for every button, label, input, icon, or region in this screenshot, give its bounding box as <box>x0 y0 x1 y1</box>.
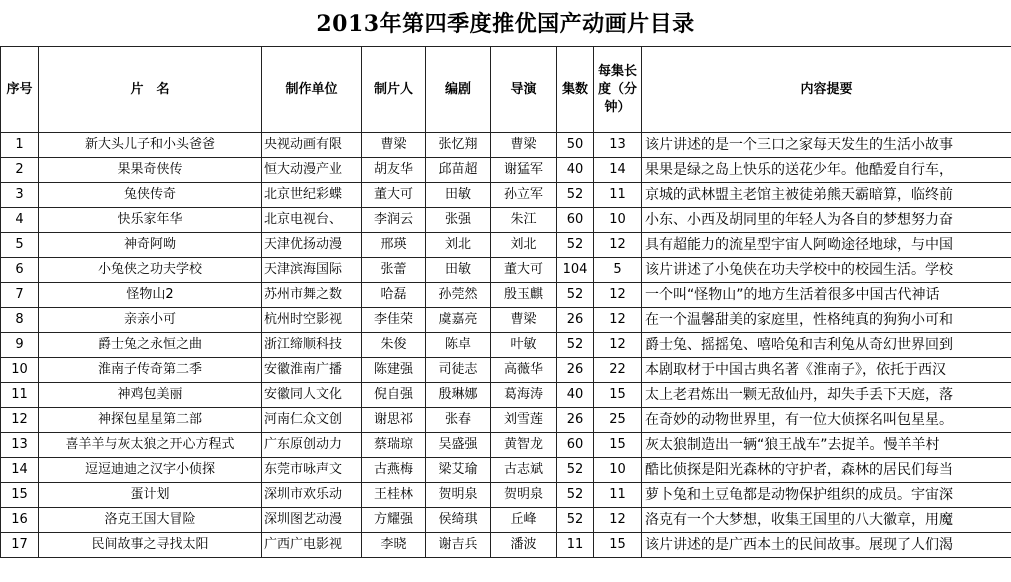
cell-studio: 安徽淮南广播 <box>262 358 362 383</box>
cell-episodes: 52 <box>557 283 594 308</box>
catalog-table <box>0 46 1011 558</box>
cell-studio: 广东原创动力 <box>262 433 362 458</box>
cell-length: 11 <box>594 483 642 508</box>
cell-director: 叶敏 <box>491 333 557 358</box>
table-row <box>1 408 1011 433</box>
cell-no: 8 <box>1 308 39 333</box>
cell-writer: 谢吉兵 <box>426 533 491 558</box>
cell-writer: 吴盛强 <box>426 433 491 458</box>
cell-summary: 小东、小西及胡同里的年轻人为各自的梦想努力奋 <box>642 208 1011 233</box>
cell-name: 神鸡包美丽 <box>39 383 262 408</box>
header-director: 导演 <box>491 47 557 133</box>
cell-writer: 张强 <box>426 208 491 233</box>
cell-episodes: 60 <box>557 208 594 233</box>
table-row <box>1 483 1011 508</box>
cell-name: 快乐家年华 <box>39 208 262 233</box>
table-row <box>1 358 1011 383</box>
cell-producer: 王桂林 <box>362 483 426 508</box>
cell-episodes: 52 <box>557 233 594 258</box>
cell-studio: 恒大动漫产业 <box>262 158 362 183</box>
cell-length: 13 <box>594 133 642 158</box>
cell-writer: 张忆翔 <box>426 133 491 158</box>
cell-summary: 该片讲述的是一个三口之家每天发生的生活小故事 <box>642 133 1011 158</box>
cell-name: 淮南子传奇第二季 <box>39 358 262 383</box>
cell-writer: 梁艾瑜 <box>426 458 491 483</box>
cell-director: 刘北 <box>491 233 557 258</box>
cell-director: 孙立军 <box>491 183 557 208</box>
cell-no: 11 <box>1 383 39 408</box>
cell-no: 7 <box>1 283 39 308</box>
cell-no: 5 <box>1 233 39 258</box>
cell-producer: 胡友华 <box>362 158 426 183</box>
cell-producer: 哈磊 <box>362 283 426 308</box>
cell-length: 15 <box>594 533 642 558</box>
cell-episodes: 104 <box>557 258 594 283</box>
cell-director: 古志斌 <box>491 458 557 483</box>
cell-producer: 朱俊 <box>362 333 426 358</box>
cell-writer: 田敏 <box>426 183 491 208</box>
cell-name: 民间故事之寻找太阳 <box>39 533 262 558</box>
cell-producer: 李润云 <box>362 208 426 233</box>
header-row <box>1 47 1011 133</box>
cell-director: 高薇华 <box>491 358 557 383</box>
cell-director: 曹梁 <box>491 133 557 158</box>
cell-director: 丘峰 <box>491 508 557 533</box>
header-name: 片 名 <box>39 47 262 133</box>
cell-writer: 孙莞然 <box>426 283 491 308</box>
cell-studio: 广西广电影视 <box>262 533 362 558</box>
cell-length: 12 <box>594 308 642 333</box>
cell-length: 14 <box>594 158 642 183</box>
cell-studio: 东莞市咏声文 <box>262 458 362 483</box>
cell-director: 黄智龙 <box>491 433 557 458</box>
cell-episodes: 52 <box>557 333 594 358</box>
cell-summary: 一个叫“怪物山”的地方生活着很多中国古代神话 <box>642 283 1011 308</box>
cell-summary: 该片讲述了小兔侠在功夫学校中的校园生活。学校 <box>642 258 1011 283</box>
cell-name: 爵士兔之永恒之曲 <box>39 333 262 358</box>
header-length: 每集长度（分钟） <box>594 47 642 133</box>
table-row <box>1 533 1011 558</box>
cell-length: 15 <box>594 433 642 458</box>
cell-name: 喜羊羊与灰太狼之开心方程式 <box>39 433 262 458</box>
cell-director: 曹梁 <box>491 308 557 333</box>
cell-summary: 洛克有一个大梦想，收集王国里的八大徽章，用魔 <box>642 508 1011 533</box>
cell-name: 兔侠传奇 <box>39 183 262 208</box>
cell-length: 22 <box>594 358 642 383</box>
cell-name: 亲亲小可 <box>39 308 262 333</box>
cell-producer: 曹梁 <box>362 133 426 158</box>
cell-producer: 蔡瑞琼 <box>362 433 426 458</box>
cell-studio: 深圳市欢乐动 <box>262 483 362 508</box>
cell-summary: 灰太狼制造出一辆“狼王战车”去捉羊。慢羊羊村 <box>642 433 1011 458</box>
cell-writer: 虞嘉亮 <box>426 308 491 333</box>
cell-writer: 刘北 <box>426 233 491 258</box>
cell-producer: 陈建强 <box>362 358 426 383</box>
cell-name: 洛克王国大冒险 <box>39 508 262 533</box>
header-no: 序号 <box>1 47 39 133</box>
cell-no: 3 <box>1 183 39 208</box>
cell-director: 刘雪莲 <box>491 408 557 433</box>
cell-no: 1 <box>1 133 39 158</box>
cell-director: 谢猛军 <box>491 158 557 183</box>
cell-episodes: 60 <box>557 433 594 458</box>
cell-director: 董大可 <box>491 258 557 283</box>
header-summary: 内容提要 <box>642 47 1011 133</box>
cell-studio: 河南仁众文创 <box>262 408 362 433</box>
cell-producer: 古燕梅 <box>362 458 426 483</box>
cell-no: 4 <box>1 208 39 233</box>
cell-writer: 贺明泉 <box>426 483 491 508</box>
cell-length: 5 <box>594 258 642 283</box>
cell-no: 12 <box>1 408 39 433</box>
cell-summary: 萝卜兔和土豆龟都是动物保护组织的成员。宇宙深 <box>642 483 1011 508</box>
cell-director: 葛海涛 <box>491 383 557 408</box>
cell-name: 神奇阿呦 <box>39 233 262 258</box>
table-row <box>1 458 1011 483</box>
table-row <box>1 258 1011 283</box>
table-row <box>1 433 1011 458</box>
cell-episodes: 52 <box>557 183 594 208</box>
cell-episodes: 26 <box>557 308 594 333</box>
table-row <box>1 158 1011 183</box>
cell-length: 12 <box>594 233 642 258</box>
cell-length: 25 <box>594 408 642 433</box>
cell-summary: 在一个温馨甜美的家庭里，性格纯真的狗狗小可和 <box>642 308 1011 333</box>
table-row <box>1 283 1011 308</box>
cell-name: 神探包星星第二部 <box>39 408 262 433</box>
cell-writer: 邱苗超 <box>426 158 491 183</box>
cell-producer: 张蕾 <box>362 258 426 283</box>
cell-studio: 北京电视台、 <box>262 208 362 233</box>
page-title: 2013年第四季度推优国产动画片目录 <box>316 11 695 37</box>
cell-no: 16 <box>1 508 39 533</box>
cell-studio: 浙江缔顺科技 <box>262 333 362 358</box>
cell-name: 怪物山2 <box>39 283 262 308</box>
cell-summary: 爵士兔、摇摇兔、嘻哈兔和吉利兔从奇幻世界回到 <box>642 333 1011 358</box>
cell-name: 逗逗迪迪之汉字小侦探 <box>39 458 262 483</box>
cell-studio: 安徽同人文化 <box>262 383 362 408</box>
header-producer: 制片人 <box>362 47 426 133</box>
cell-length: 11 <box>594 183 642 208</box>
cell-summary: 在奇妙的动物世界里，有一位大侦探名叫包星星。 <box>642 408 1011 433</box>
cell-episodes: 26 <box>557 408 594 433</box>
cell-episodes: 52 <box>557 508 594 533</box>
cell-summary: 具有超能力的流星型宇宙人阿呦途径地球，与中国 <box>642 233 1011 258</box>
header-writer: 编剧 <box>426 47 491 133</box>
cell-summary: 本剧取材于中国古典名著《淮南子》，依托于西汉 <box>642 358 1011 383</box>
cell-producer: 董大可 <box>362 183 426 208</box>
cell-summary: 该片讲述的是广西本土的民间故事。展现了人们渴 <box>642 533 1011 558</box>
cell-name: 小兔侠之功夫学校 <box>39 258 262 283</box>
cell-no: 13 <box>1 433 39 458</box>
cell-producer: 倪自强 <box>362 383 426 408</box>
table-row <box>1 233 1011 258</box>
cell-producer: 方耀强 <box>362 508 426 533</box>
cell-no: 2 <box>1 158 39 183</box>
cell-producer: 李晓 <box>362 533 426 558</box>
cell-writer: 陈卓 <box>426 333 491 358</box>
cell-director: 潘波 <box>491 533 557 558</box>
cell-episodes: 52 <box>557 458 594 483</box>
cell-length: 15 <box>594 383 642 408</box>
cell-no: 6 <box>1 258 39 283</box>
cell-producer: 邢瑛 <box>362 233 426 258</box>
cell-studio: 天津滨海国际 <box>262 258 362 283</box>
cell-length: 12 <box>594 283 642 308</box>
cell-studio: 苏州市舞之数 <box>262 283 362 308</box>
cell-name: 果果奇侠传 <box>39 158 262 183</box>
cell-length: 12 <box>594 333 642 358</box>
cell-studio: 天津优扬动漫 <box>262 233 362 258</box>
table-row <box>1 333 1011 358</box>
table-row <box>1 208 1011 233</box>
cell-director: 朱江 <box>491 208 557 233</box>
cell-studio: 央视动画有限 <box>262 133 362 158</box>
cell-studio: 北京世纪彩蝶 <box>262 183 362 208</box>
cell-studio: 杭州时空影视 <box>262 308 362 333</box>
cell-no: 17 <box>1 533 39 558</box>
cell-summary: 京城的武林盟主老馆主被徒弟熊天霸暗算，临终前 <box>642 183 1011 208</box>
cell-writer: 张春 <box>426 408 491 433</box>
cell-episodes: 40 <box>557 383 594 408</box>
cell-episodes: 40 <box>557 158 594 183</box>
header-studio: 制作单位 <box>262 47 362 133</box>
cell-episodes: 52 <box>557 483 594 508</box>
cell-name: 蛋计划 <box>39 483 262 508</box>
cell-studio: 深圳图艺动漫 <box>262 508 362 533</box>
cell-episodes: 50 <box>557 133 594 158</box>
cell-episodes: 11 <box>557 533 594 558</box>
table-row <box>1 508 1011 533</box>
cell-no: 15 <box>1 483 39 508</box>
cell-writer: 司徒志 <box>426 358 491 383</box>
cell-director: 贺明泉 <box>491 483 557 508</box>
cell-summary: 酷比侦探是阳光森林的守护者，森林的居民们每当 <box>642 458 1011 483</box>
cell-director: 殷玉麒 <box>491 283 557 308</box>
cell-length: 10 <box>594 458 642 483</box>
cell-episodes: 26 <box>557 358 594 383</box>
cell-name: 新大头儿子和小头爸爸 <box>39 133 262 158</box>
cell-summary: 太上老君炼出一颗无敌仙丹，却失手丢下天庭，落 <box>642 383 1011 408</box>
cell-length: 12 <box>594 508 642 533</box>
cell-no: 10 <box>1 358 39 383</box>
cell-writer: 殷琳娜 <box>426 383 491 408</box>
cell-no: 9 <box>1 333 39 358</box>
cell-summary: 果果是绿之岛上快乐的送花少年。他酷爱自行车， <box>642 158 1011 183</box>
cell-producer: 谢思祁 <box>362 408 426 433</box>
table-row <box>1 383 1011 408</box>
cell-writer: 田敏 <box>426 258 491 283</box>
table-row <box>1 183 1011 208</box>
cell-no: 14 <box>1 458 39 483</box>
cell-writer: 侯绮琪 <box>426 508 491 533</box>
table-row <box>1 133 1011 158</box>
cell-length: 10 <box>594 208 642 233</box>
table-row <box>1 308 1011 333</box>
cell-producer: 李佳荣 <box>362 308 426 333</box>
header-episodes: 集数 <box>557 47 594 133</box>
